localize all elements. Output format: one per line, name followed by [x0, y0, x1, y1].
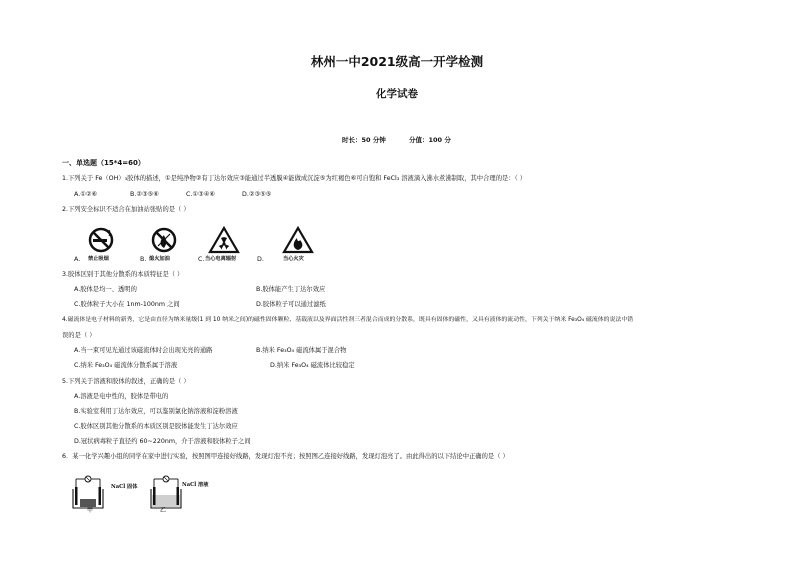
- question-4-option-d: D.纳米 Fe₃O₄ 磁流体比较稳定: [270, 362, 355, 369]
- sign-label-radiation: 当心电离辐射: [205, 256, 237, 262]
- setup-b-label: NaCl 溶液: [182, 482, 209, 488]
- question-3-option-b: B.胶体能产生丁达尔效应: [256, 286, 326, 293]
- question-3-option-a: A.胶体是均一、透明的: [74, 286, 137, 293]
- question-1-option-b: B.②③⑤⑥: [130, 191, 159, 198]
- question-4-option-b: B.纳米 Fe₃O₄ 磁流体属于混合物: [256, 347, 347, 354]
- question-5-option-b: B.实验室利用丁达尔效应，可以鉴别氯化钠溶液和淀粉溶液: [74, 408, 238, 415]
- question-1-option-c: C.①③④⑥: [186, 191, 215, 198]
- question-4-option-c: C.纳米 Fe₃O₄ 磁流体分散系属于溶液: [74, 362, 178, 369]
- sign-label-fire-hazard: 当心火灾: [283, 256, 304, 262]
- exam-title: 林州一中2021级高一开学检测: [310, 54, 484, 69]
- question-2-option-a-letter: A.: [74, 256, 81, 263]
- question-4-stem-line1: 4.磁流体是电子材料的新秀，它是由直径为纳米量级(1 到 10 纳米之间)的磁性固体颗粒、基载液以及界面活性剂三者混合而成的分散系，既具有固体的磁性，又具有液体的流动性，下列关于纳米 Fe₃O₄ 磁流体的说法中错: [62, 317, 634, 323]
- question-2-option-b-letter: B.: [140, 256, 147, 263]
- question-1-option-d: D.②③⑤⑤: [242, 191, 272, 198]
- setup-a-caption: 甲: [87, 507, 94, 514]
- question-6-stem: 6．某一化学兴趣小组的同学在家中进行实验，按照图甲连接好线路，发现灯泡不亮；按照图乙连接好线路，发现灯泡亮了。由此得出的以下结论中正确的是（ ）: [62, 453, 509, 460]
- time-limit: 时长：50 分钟: [342, 136, 386, 144]
- sign-label-no-fire: 熄火加油: [149, 256, 170, 262]
- question-2-option-c-letter: C.: [198, 256, 205, 263]
- question-3-stem: 3.胶体区别于其他分散系的本质特征是（ ）: [62, 271, 184, 278]
- question-2-option-d-letter: D.: [257, 256, 264, 263]
- total-score: 分值：100 分: [409, 136, 451, 144]
- exam-subtitle: 化学试卷: [376, 88, 418, 100]
- question-1-option-a: A.①②⑥: [74, 191, 98, 198]
- question-4-stem-line2: 误的是（ ）: [62, 332, 96, 339]
- question-5-option-a: A.溶液是电中性的，胶体是带电的: [74, 393, 169, 400]
- sign-label-no-smoking: 禁止吸烟: [88, 256, 109, 262]
- section-heading: 一、单选题（15*4=60）: [62, 159, 145, 167]
- question-2-stem: 2.下列安全标识不适合在加油站张贴的是（ ）: [62, 206, 190, 213]
- question-5-stem: 5.下列关于溶液和胶体的叙述，正确的是（ ）: [62, 378, 190, 385]
- question-4-option-a: A.当一束可见光通过该磁流体时会出现光亮的通路: [74, 347, 213, 354]
- question-3-option-d: D.胶体粒子可以通过滤纸: [256, 301, 326, 308]
- question-5-option-d: D.冠状病毒粒子直径约 60~220nm，介于溶液和胶体粒子之间: [74, 438, 251, 445]
- setup-b-caption: 乙: [160, 507, 167, 514]
- question-1-stem: 1.下列关于 Fe（OH）₃胶体的描述，①是纯净物②有丁达尔效应③能通过半透膜④能做成沉淀⑤为红褐色⑥可自饱和 FeCl₃ 溶液滴入沸水煮沸制取，其中合理的是：（ ）: [62, 175, 527, 182]
- setup-a-label: NaCl 固体: [111, 484, 138, 490]
- question-3-option-c: C.胶体粒子大小在 1nm-100nm 之间: [74, 301, 180, 308]
- apparatus-a: [70, 475, 136, 515]
- question-5-option-c: C.胶体区别其他分散系的本质区别是胶体能发生丁达尔效应: [74, 423, 238, 430]
